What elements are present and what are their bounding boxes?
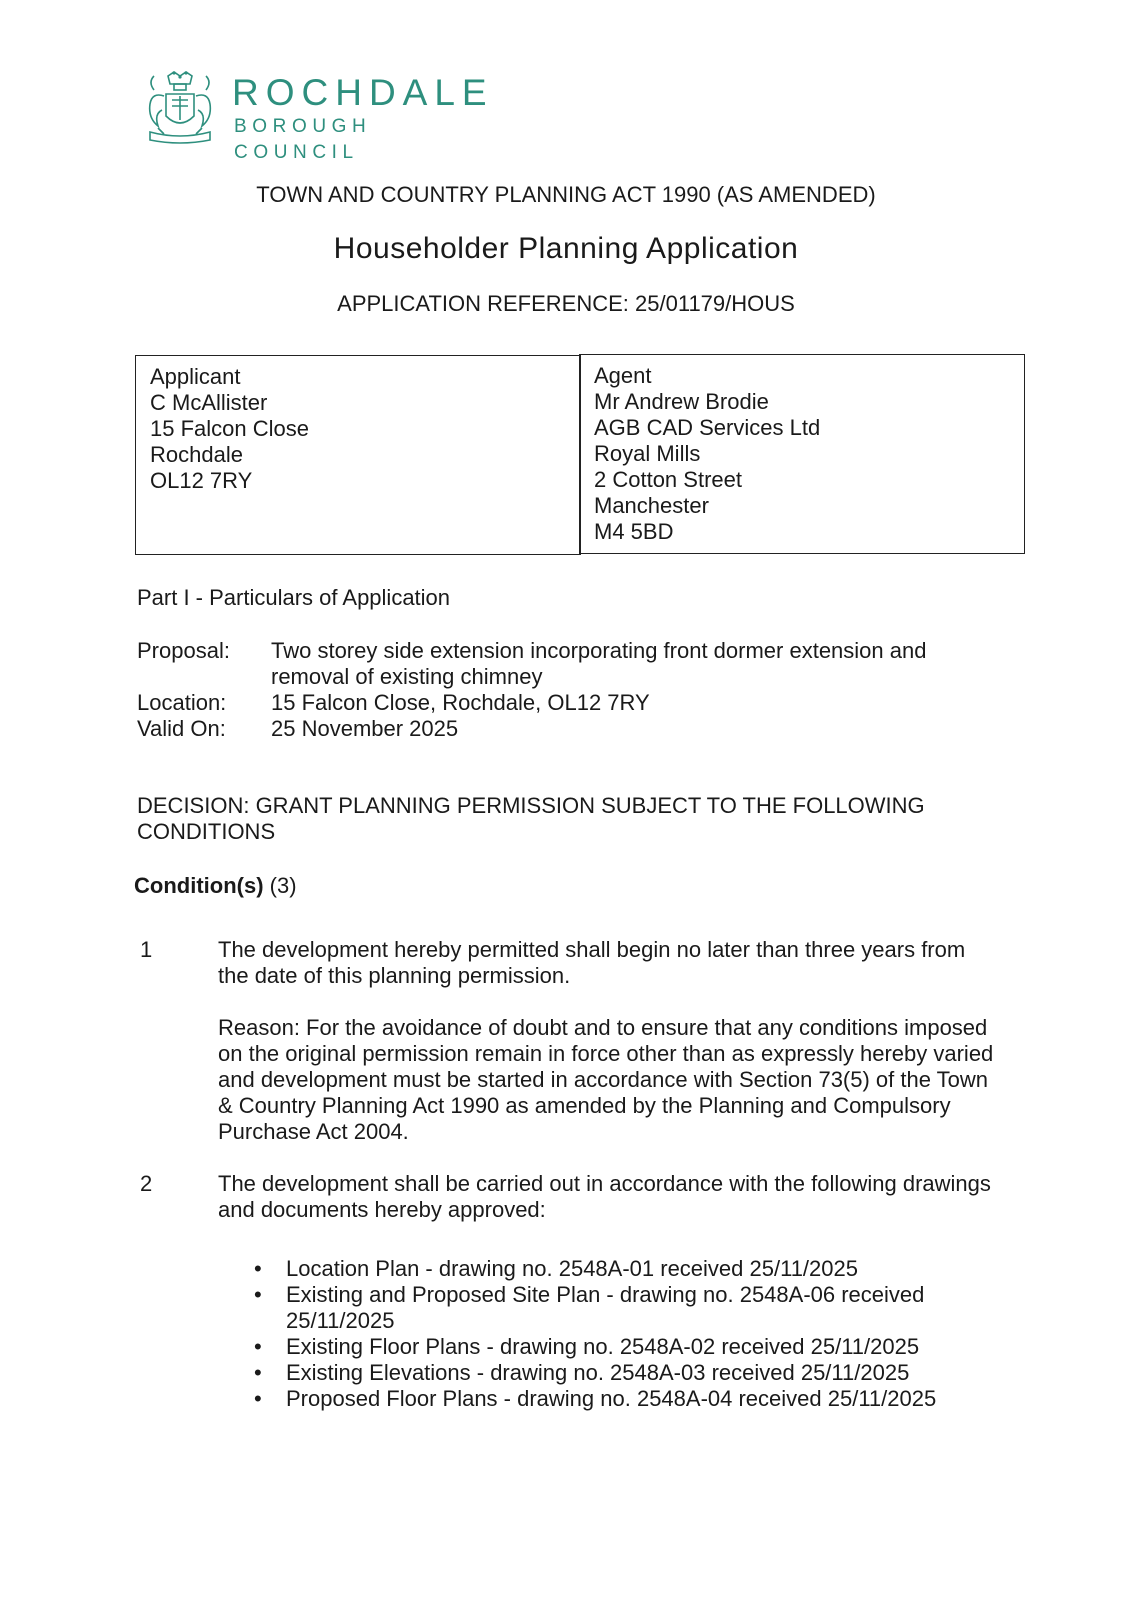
agent-box (579, 354, 1025, 554)
proposal-value: Two storey side extension incorporating front dormer extension and removal of existing chimney (271, 638, 927, 689)
list-item: • Existing Elevations - drawing no. 2548A-03 received 25/11/2025 (250, 1360, 1010, 1386)
applicant-address-line: 15 Falcon Close (150, 416, 309, 441)
conditions-heading (134, 873, 297, 899)
location-label: Location: (137, 690, 227, 715)
list-item: • Location Plan - drawing no. 2548A-01 received 25/11/2025 (250, 1256, 1010, 1282)
approved-drawings-list (250, 1256, 1010, 1412)
conditions-heading-label: Condition(s) (134, 873, 264, 898)
agent-address-line: Manchester (594, 493, 709, 518)
list-item: • Existing and Proposed Site Plan - drawing no. 2548A-06 received 25/11/2025 (250, 1282, 1010, 1334)
condition-number: 2 (140, 1171, 153, 1196)
decision-text: DECISION: GRANT PLANNING PERMISSION SUBJECT TO THE FOLLOWING CONDITIONS (137, 793, 925, 844)
applicant-postcode: OL12 7RY (150, 468, 253, 493)
agent-label: Agent (594, 363, 652, 388)
condition-number: 1 (140, 937, 153, 962)
application-reference: APPLICATION REFERENCE: 25/01179/HOUS (337, 291, 795, 316)
valid-on-value: 25 November 2025 (271, 716, 459, 741)
agent-address-line: Royal Mills (594, 441, 701, 466)
agent-name: Mr Andrew Brodie (594, 389, 769, 414)
applicant-name: C McAllister (150, 390, 268, 415)
agent-company: AGB CAD Services Ltd (594, 415, 821, 440)
applicant-label: Applicant (150, 364, 241, 389)
list-item: • Proposed Floor Plans - drawing no. 2548A-04 received 25/11/2025 (250, 1386, 1010, 1412)
council-logo (144, 70, 504, 163)
condition-text: The development hereby permitted shall begin no later than three years from the date of this planning permission. (218, 937, 966, 988)
act-title: TOWN AND COUNTRY PLANNING ACT 1990 (AS AMENDED) (256, 182, 876, 207)
proposal-label: Proposal: (137, 638, 230, 663)
logo-subtitle: BOROUGH COUNCIL (234, 116, 372, 163)
valid-on-label: Valid On: (137, 716, 226, 741)
applicant-address-line: Rochdale (150, 442, 243, 467)
agent-address-line: 2 Cotton Street (594, 467, 742, 492)
council-name (232, 72, 504, 166)
coat-of-arms-icon (144, 70, 216, 146)
location-value: 15 Falcon Close, Rochdale, OL12 7RY (271, 690, 650, 715)
applicant-box (135, 355, 581, 555)
agent-postcode: M4 5BD (594, 519, 674, 544)
logo-name: ROCHDALE (232, 72, 494, 113)
particulars-title: Part I - Particulars of Application (137, 585, 451, 610)
condition-text: The development shall be carried out in accordance with the following drawings and documents hereby approved: (218, 1171, 991, 1222)
page-title: Householder Planning Application (333, 232, 799, 265)
list-item: • Existing Floor Plans - drawing no. 2548A-02 received 25/11/2025 (250, 1334, 1010, 1360)
conditions-count: (3) (269, 873, 297, 898)
condition-reason: Reason: For the avoidance of doubt and to ensure that any conditions imposed on the original permission remain in force other than as expressly hereby varied and development must be started in accordance with Section 73(5) of the Town & Country Planning Act 1990 as amended by the Planning and Compulsory Purchase Act 2004. (218, 1015, 994, 1144)
